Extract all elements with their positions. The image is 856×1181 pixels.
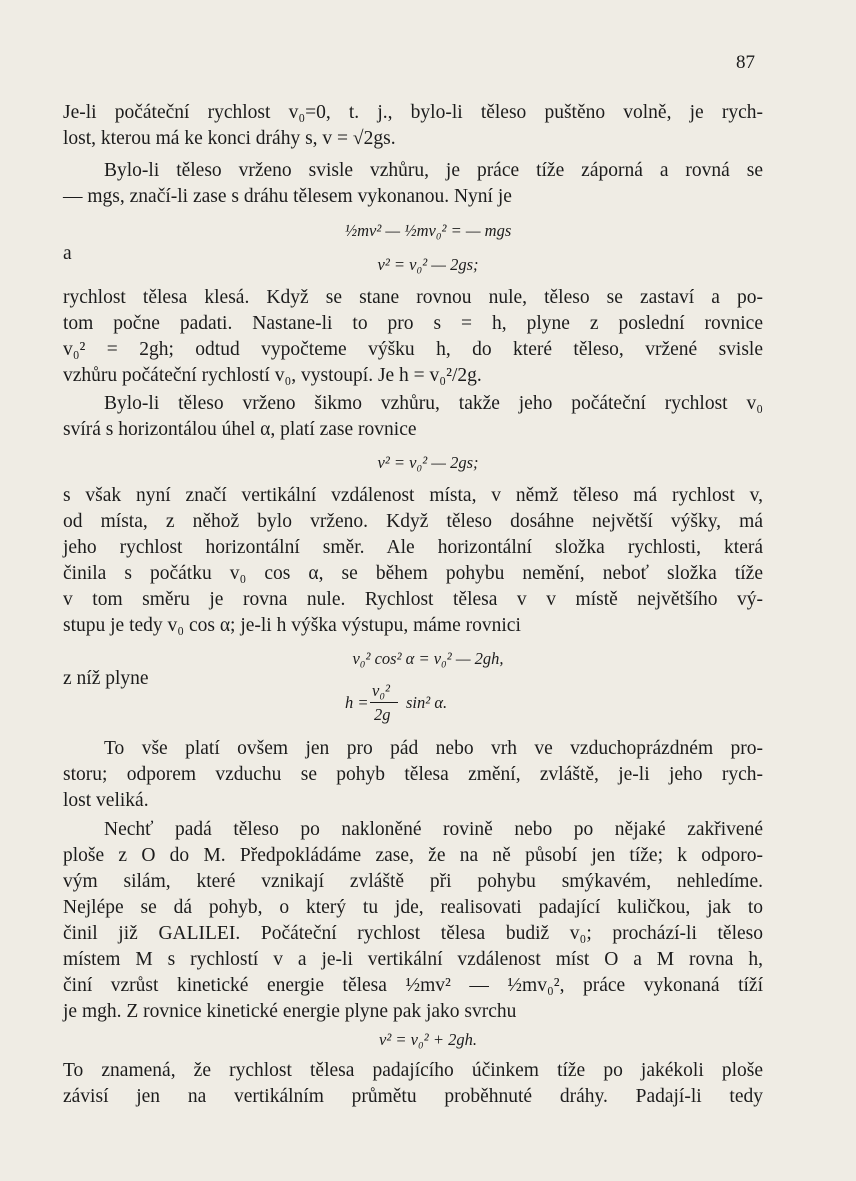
text-line: jeho rychlost horizontální směr. Ale horizontální složka rychlosti, která <box>63 537 763 558</box>
text-line: činí vzrůst kinetické energie tělesa ½mv² — ½mv₀², práce vykonaná tíží <box>63 975 763 996</box>
equation: v² = v₀² — 2gs; <box>377 453 479 472</box>
label-a: a <box>63 243 72 264</box>
fraction-bar <box>370 702 398 703</box>
text-line: v₀² = 2gh; odtud vypočteme výšku h, do které těleso, vržené svisle <box>63 339 763 360</box>
text-line: Nechť padá těleso po nakloněné rovině nebo po nějaké zakřivené <box>104 819 763 840</box>
text-line: s však nyní značí vertikální vzdálenost místa, v němž těleso má rychlost v, <box>63 485 763 506</box>
equation-lhs: h = <box>345 693 369 712</box>
text-line: tom počne padati. Nastane-li to pro s = h, plyne z poslední rovnice <box>63 313 763 334</box>
fraction-denominator: 2g <box>374 705 391 724</box>
text-line: storu; odporem vzduchu se pohyb tělesa změní, zvláště, je-li jeho rych- <box>63 764 763 785</box>
text-line: Bylo-li těleso vrženo svisle vzhůru, je práce tíže záporná a rovná se <box>104 160 763 181</box>
text-line: stupu je tedy v₀ cos α; je-li h výška výstupu, máme rovnici <box>63 615 521 636</box>
text-line: vým silám, které vznikají zvláště při pohybu smýkavém, nehledíme. <box>63 871 763 892</box>
text-line: Nejlépe se dá pohyb, o který tu jde, realisovati padající kuličkou, jak to <box>63 897 763 918</box>
text-line: v tom směru je rovna nule. Rychlost tělesa v v místě největšího vý- <box>63 589 763 610</box>
text-line: Bylo-li těleso vrženo šikmo vzhůru, takže jeho počáteční rychlost v₀ <box>104 393 763 414</box>
text-line: činila s počátku v₀ cos α, se během pohybu nemění, neboť složka tíže <box>63 563 763 584</box>
text-line: To vše platí ovšem jen pro pád nebo vrh ve vzduchoprázdném pro- <box>104 738 763 759</box>
text-line: rychlost tělesa klesá. Když se stane rovnou nule, těleso se zastaví a po- <box>63 287 763 308</box>
equation: v₀² cos² α = v₀² — 2gh, <box>352 649 504 668</box>
text-line: To znamená, že rychlost tělesa padajícího účinkem tíže po jakékoli ploše <box>63 1060 763 1081</box>
text-line: lost, kterou má ke konci dráhy s, v = √2gs. <box>63 128 396 149</box>
equation: ½mv² — ½mv₀² = — mgs <box>344 221 512 240</box>
text-line: místem M s rychlostí v a je-li vertikální vzdálenost míst O a M rovna h, <box>63 949 763 970</box>
label-z-niz-plyne: z níž plyne <box>63 668 149 689</box>
text-line: je mgh. Z rovnice kinetické energie plyne pak jako svrchu <box>63 1001 517 1022</box>
equation: v² = v₀² — 2gs; <box>377 255 479 274</box>
text-line: vzhůru počáteční rychlostí v₀, vystoupí. Je h = v₀²/2g. <box>63 365 482 386</box>
equation: v² = v₀² + 2gh. <box>379 1030 477 1049</box>
text-line: závisí jen na vertikálním průmětu proběhnuté dráhy. Padají-li tedy <box>63 1086 763 1107</box>
text-line: od místa, z něhož bylo vrženo. Když těleso dosáhne největší výšky, má <box>63 511 763 532</box>
fraction-numerator: v₀² <box>372 681 391 700</box>
text-line: lost veliká. <box>63 790 149 811</box>
text-line: ploše z O do M. Předpokládáme zase, že na ně působí jen tíže; k odporo- <box>63 845 763 866</box>
text-line: — mgs, značí-li zase s dráhu tělesem vykonanou. Nyní je <box>63 186 512 207</box>
page-number: 87 <box>736 52 755 73</box>
text-line: svírá s horizontálou úhel α, platí zase rovnice <box>63 419 417 440</box>
equation-rhs: sin² α. <box>406 693 448 712</box>
text-line: Je-li počáteční rychlost v₀=0, t. j., bylo-li těleso puštěno volně, je rych- <box>63 102 763 123</box>
text-line: činil již GALILEI. Počáteční rychlost tělesa budiž v₀; prochází-li těleso <box>63 923 763 944</box>
